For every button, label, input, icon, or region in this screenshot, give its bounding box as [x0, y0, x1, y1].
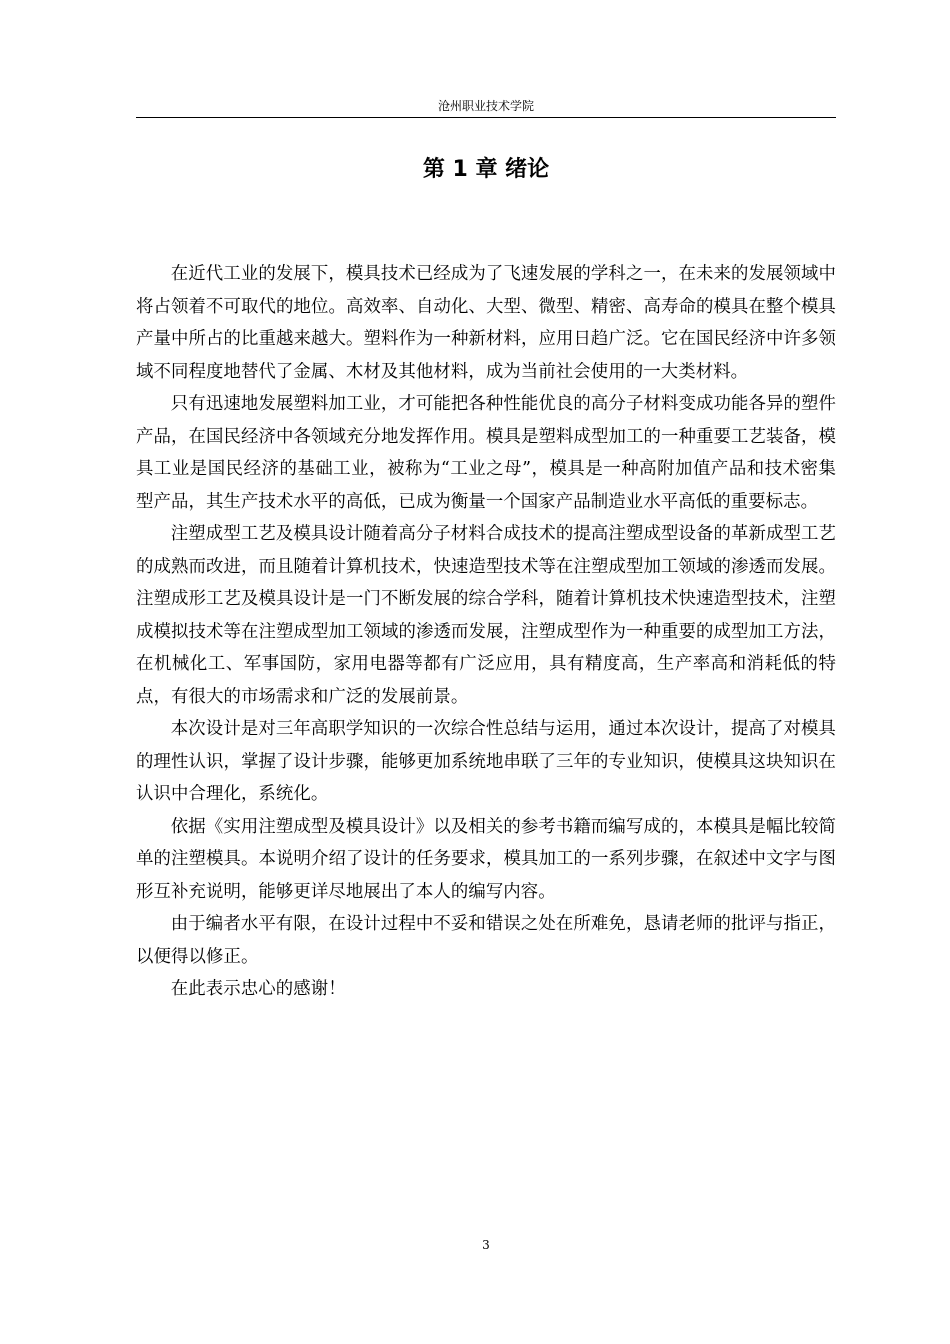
chapter-title: 第 1 章 绪论	[422, 157, 550, 182]
paragraph-2: 只有迅速地发展塑料加工业，才可能把各种性能优良的高分子材料变成功能各异的塑件产品，在国民经济中各领域充分地发挥作用。模具是塑料成型加工的一种重要工艺装备，模具工业是国民经济的基础工业，被称为“工业之母”，模具是一种高附加值产品和技术密集型产品，其生产技术水平的高低，已成为衡量一个国家产品制造业水平高低的重要标志。	[136, 394, 836, 512]
paragraph-4: 本次设计是对三年高职学知识的一次综合性总结与运用，通过本次设计，提高了对模具的理性认识，掌握了设计步骤，能够更加系统地串联了三年的专业知识，使模具这块知识在认识中合理化，系统化。	[136, 719, 836, 804]
page-header: 沧州职业技术学院	[437, 99, 534, 113]
header-divider	[136, 117, 836, 118]
body-text	[136, 258, 836, 1006]
paragraph-7: 在此表示忠心的感谢！	[170, 979, 346, 999]
paragraph-1: 在近代工业的发展下，模具技术已经成为了飞速发展的学科之一，在未来的发展领域中将占领着不可取代的地位。高效率、自动化、大型、微型、精密、高寿命的模具在整个模具产量中所占的比重越来越大。塑料作为一种新材料，应用日趋广泛。它在国民经济中许多领域不同程度地替代了金属、木材及其他材料，成为当前社会使用的一大类材料。	[136, 264, 836, 382]
paragraph-5: 依据《实用注塑成型及模具设计》以及相关的参考书籍而编写成的，本模具是幅比较简单的注塑模具。本说明介绍了设计的任务要求，模具加工的一系列步骤，在叙述中文字与图形互补充说明，能够更详尽地展出了本人的编写内容。	[136, 816, 836, 902]
paragraph-3: 注塑成型工艺及模具设计随着高分子材料合成技术的提高注塑成型设备的革新成型工艺的成熟而改进，而且随着计算机技术，快速造型技术等在注塑成型加工领域的渗透而发展。注塑成形工艺及模具设计是一门不断发展的综合学科，随着计算机技术快速造型技术，注塑成模拟技术等在注塑成型加工领域的渗透而发展，注塑成型作为一种重要的成型加工方法，在机械化工、军事国防，家用电器等都有广泛应用，具有精度高，生产率高和消耗低的特点，有很大的市场需求和广泛的发展前景。	[136, 524, 836, 707]
paragraph-6: 由于编者水平有限，在设计过程中不妥和错误之处在所难免，恳请老师的批评与指正，以便得以修正。	[136, 914, 836, 967]
page-number: 3	[482, 1238, 490, 1252]
